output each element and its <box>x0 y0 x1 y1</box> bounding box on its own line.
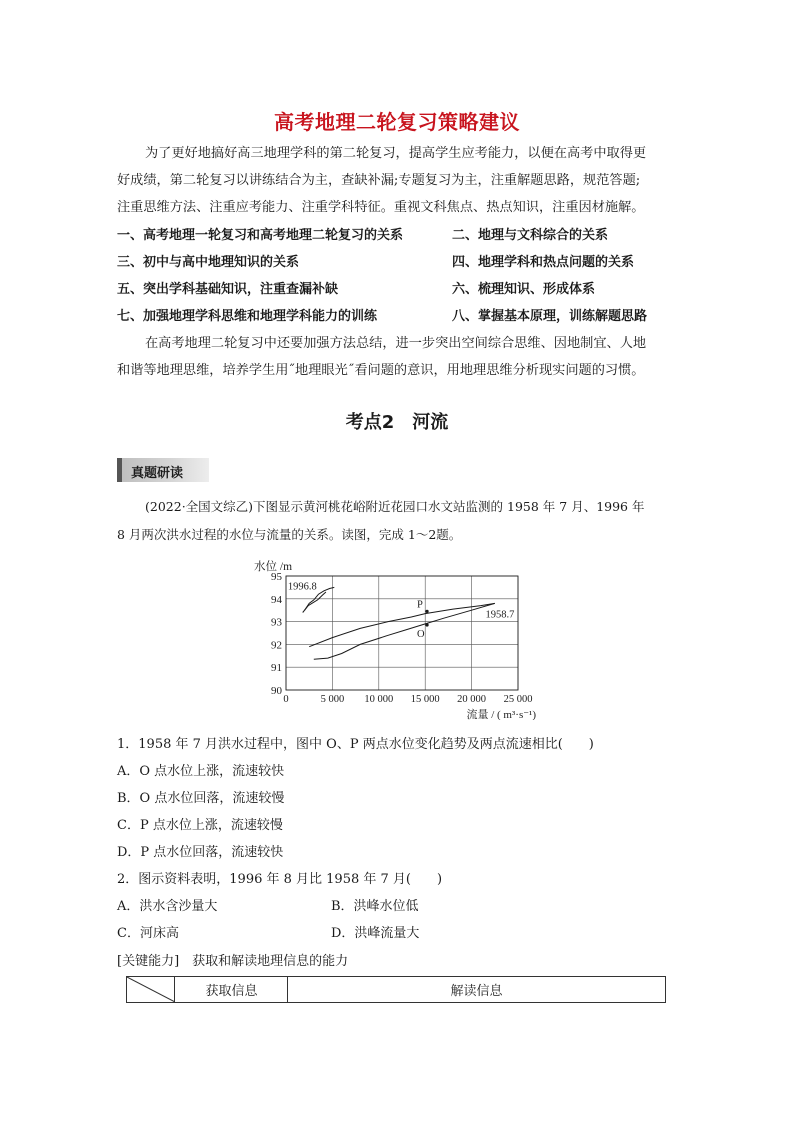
source-line: 8 月两次洪水过程的水位与流量的关系。读图，完成 1～2题。 <box>117 527 462 542</box>
y-axis-title: 水位 /m <box>254 561 293 573</box>
intro-line: 注重思维方法、注重应考能力、注重学科特征。重视文科焦点、热点知识，注重因材施解。 <box>117 200 645 215</box>
x-tick-label: 0 <box>283 694 289 705</box>
question-2-option-a[interactable]: A．洪水含沙量大 <box>117 899 218 914</box>
key-ability-label: [关键能力] 获取和解读地理信息的能力 <box>117 954 349 969</box>
diagonal-line-icon <box>127 977 175 1002</box>
x-tick-label: 5 000 <box>320 694 345 705</box>
series-label-1958-7: 1958.7 <box>485 609 515 621</box>
table-header-obtain: 获取信息 <box>205 984 258 999</box>
x-tick-label: 20 000 <box>457 694 487 705</box>
question-2-stem: 2．图示资料表明，1996 年 8 月比 1958 年 7 月( ) <box>117 872 443 887</box>
closing-line: 在高考地理二轮复习中还要加强方法总结，进一步突出空间综合思维、因地制宜、人地 <box>145 336 647 351</box>
x-tick-label: 10 000 <box>364 694 394 705</box>
y-tick-label: 92 <box>271 639 282 652</box>
page-title: 高考地理二轮复习策略建议 <box>274 110 520 134</box>
point-item: 三、初中与高中地理知识的关系 <box>117 255 300 270</box>
point-item: 七、加强地理学科思维和地理学科能力的训练 <box>117 309 378 324</box>
water-level-chart <box>246 560 546 724</box>
source-line: (2022·全国文综乙)下图显示黄河桃花峪附近花园口水文站监测的 1958 年 7 月、1996 年 <box>145 499 645 514</box>
table-header-cell <box>175 977 288 1002</box>
question-1-option-d[interactable]: D．P 点水位回落，流速较快 <box>117 845 284 860</box>
point-item: 八、掌握基本原理，训练解题思路 <box>452 309 648 324</box>
question-1-option-c[interactable]: C．P 点水位上涨，流速较慢 <box>117 818 283 833</box>
question-1-stem: 1．1958 年 7 月洪水过程中，图中 O、P 两点水位变化趋势及两点流速相比( ) <box>117 737 594 752</box>
series-label-1996-8: 1996.8 <box>287 581 317 593</box>
series-line-1958-7 <box>314 603 495 659</box>
banner-marker <box>117 458 122 482</box>
point-item: 四、地理学科和热点问题的关系 <box>452 255 635 270</box>
x-tick-label: 25 000 <box>503 694 533 705</box>
question-2-option-c[interactable]: C．河床高 <box>117 926 179 941</box>
chart-canvas <box>246 560 546 720</box>
y-tick-label: 90 <box>271 685 282 697</box>
banner-label: 真题研读 <box>131 466 184 481</box>
question-2-option-d[interactable]: D．洪峰流量大 <box>331 926 420 941</box>
point-item: 二、地理与文科综合的关系 <box>452 228 609 243</box>
y-tick-label: 94 <box>271 593 282 606</box>
section-banner <box>117 458 209 482</box>
series-line-1958-7 <box>309 603 495 646</box>
x-axis-title: 流量 / ( m³·s⁻¹) <box>466 709 536 720</box>
intro-line: 为了更好地搞好高三地理学科的第二轮复习，提高学生应考能力，以便在高考中取得更 <box>145 146 647 161</box>
question-2-option-b[interactable]: B．洪峰水位低 <box>331 899 419 914</box>
point-label-O: O <box>417 629 425 641</box>
info-table <box>126 976 666 1003</box>
x-tick-label: 15 000 <box>410 694 440 705</box>
point-item: 五、突出学科基础知识，注重查漏补缺 <box>117 282 339 297</box>
y-tick-label: 91 <box>271 662 282 675</box>
point-item: 六、梳理知识、形成体系 <box>452 282 596 297</box>
question-1-option-a[interactable]: A．O 点水位上涨，流速较快 <box>117 764 285 779</box>
point-marker-O <box>425 623 428 626</box>
y-tick-label: 95 <box>271 571 282 583</box>
series-line-1996-8 <box>303 592 326 613</box>
point-marker-P <box>425 610 428 613</box>
question-1-option-b[interactable]: B．O 点水位回落，流速较慢 <box>117 791 285 806</box>
point-label-P: P <box>417 599 423 611</box>
point-item: 一、高考地理一轮复习和高考地理二轮复习的关系 <box>117 228 404 243</box>
table-header-interpret: 解读信息 <box>450 984 503 999</box>
table-corner-cell <box>127 977 175 1002</box>
closing-line: 和谐等地理思维，培养学生用˝地理眼光˝看问题的意识，用地理思维分析现实问题的习惯。 <box>117 363 645 378</box>
section-title: 考点2 河流 <box>345 412 449 433</box>
y-tick-label: 93 <box>271 616 282 629</box>
intro-line: 好成绩，第二轮复习以讲练结合为主，查缺补漏;专题复习为主，注重解题思路，规范答题; <box>117 173 641 188</box>
